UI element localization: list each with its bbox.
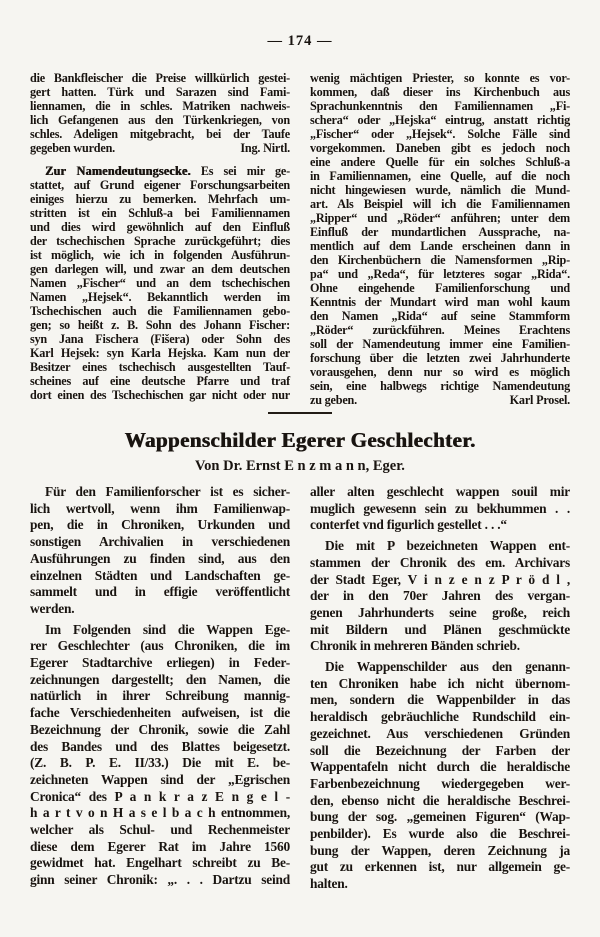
text-line: Tschechischen auch die Familiennamen gebo-	[30, 304, 290, 318]
text-line: den Kirchenbüchern die Namensformen „Rip-	[310, 253, 570, 267]
text-line: stritten ist ein Schluß-a bei Familiennamen	[30, 206, 290, 220]
text-line: conterfet vnd figurlich gestellet . . .“	[310, 517, 507, 533]
text-line: men, sondern die Wappenbilder in das	[310, 692, 570, 708]
text-line: pen, die in Chroniken, Urkunden und	[30, 517, 290, 533]
text-line: Cronica“ des P a n k r a z E n g e l -	[30, 788, 290, 804]
text-line: welcher als Schul- und Rechenmeister	[30, 822, 290, 838]
text-line: „Fischer“ oder „Hejsek“. Solche Fälle sind	[310, 127, 570, 141]
text-line: sammelt und in effigie veröffentlicht	[30, 584, 290, 600]
article-section	[0, 484, 600, 893]
text-line: dort einen des Tschechischen gar nicht oder nur	[30, 388, 290, 402]
text-line: art. Als Beispiel will ich die Familiennamen	[310, 197, 570, 211]
article-title: Wappenschilder Egerer Geschlechter.	[124, 428, 476, 452]
text-line: einzelnen Städten und Landschaften ge-	[30, 567, 290, 583]
text-line: zeichneten Wappen sind der „Egrischen	[30, 771, 290, 787]
text-line: der Stadt Eger, V i n z e n z P r ö d l ,	[310, 571, 570, 587]
text-line: bung der Wappen, deren Zeichnung ja	[310, 842, 570, 858]
text-line: pa“ und „Reda“, für letzteres sogar „Rida“.	[310, 267, 570, 281]
text-line: der tschechischen Sprache zurückgeführt; dies	[30, 234, 290, 248]
text-line: Karl Hejsek: syn Karla Hejska. Kam nun der	[30, 346, 290, 360]
text-line: Sprachunkenntnis den Familiennamen „Fi-	[310, 99, 570, 113]
section-divider	[268, 412, 332, 414]
text-line: h a r t v o n H a s e l b a c h entnommen,	[30, 805, 290, 821]
text-line: genen Jahrhunderts seine große, reich	[310, 604, 570, 620]
author-signature: Karl Prosel.	[509, 393, 570, 407]
text-line: gert hatten. Türk und Sarazen sind Fami-	[30, 85, 290, 99]
text-line: mit Bildern und Plänen geschmückte	[310, 621, 570, 637]
text-line: ten Chroniken habe ich nicht übernom-	[310, 675, 570, 691]
text-line: kommen, daß dieser ins Kirchenbuch aus	[310, 85, 570, 99]
text-line: gen; so heißt z. B. Sohn des Johann Fischer:	[30, 318, 290, 332]
top-section	[0, 71, 600, 407]
article-byline: Von Dr. Ernst E n z m a n n, Eger.	[195, 458, 405, 474]
text-line: Ohne eingehende Familienforschung und	[310, 281, 570, 295]
text-line: stammen der Chronik des em. Archivars	[310, 554, 570, 570]
text-line: gezeichnet. Aus verschiedenen Gründen	[310, 725, 570, 741]
text-line	[310, 393, 570, 407]
text-line: Einfluß der mundartlichen Aussprache, na-	[310, 225, 570, 239]
text-line: Für den Familienforscher ist es sicher-	[45, 484, 290, 499]
text-line: diese dem Egerer Rat im Jahre 1560	[30, 838, 290, 854]
text-line: Egerer Stadtarchive erliegen) in Feder-	[30, 655, 290, 671]
text-line: stattet, auf Grund eigener Forschungsarbeiten	[30, 178, 290, 192]
text-line: den Namen „Rida“ auf seine Stammform	[310, 309, 570, 323]
text-line: wenig mächtigen Priester, so konnte es vor-	[310, 71, 570, 85]
text-line: der in den 70er Jahren des vergan-	[310, 588, 570, 604]
text-line: „Ripper“ und „Röder“ anführen; unter dem	[310, 211, 570, 225]
text-line: eine andere Quelle für ein solches Schluß-a	[310, 155, 570, 169]
text-line: lich wertvoll, wenn ihm Familienwap-	[30, 500, 290, 516]
text-line: Die Wappenschilder aus den genann-	[325, 659, 570, 675]
text-line: soll der Namendeutung immer eine Familien-	[310, 337, 570, 351]
article-right-column	[310, 484, 570, 893]
text-line: aller alten geschlecht wappen souil mir	[310, 484, 570, 499]
text-line: Ausführungen zu finden sind, aus den	[30, 550, 290, 566]
text-line: Wappentafeln nicht durch die heraldische	[310, 759, 570, 775]
text-line: rer Geschlechter (aus Chroniken, die im	[30, 638, 290, 654]
top-right-column	[310, 71, 570, 407]
top-left-column	[30, 71, 290, 407]
text-line: lich Gefangenen aus den Türkenkriegen, von	[30, 113, 290, 127]
text-line: Namen „Hejsek“. Bekanntlich werden im	[30, 290, 290, 304]
text-line: gen darlegen will, und zwar an dem deutschen	[30, 262, 290, 276]
text-line: einiges hierzu zu bemerken. Mehrfach um-	[30, 192, 290, 206]
text-line: Zur Namendeutungsecke. Es sei mir ge-	[45, 164, 290, 178]
article-left-column	[30, 484, 290, 893]
text-line	[30, 141, 290, 155]
text-line: scheines auf eine deutsche Pfarre und traf	[30, 374, 290, 388]
text-line: Bezeichnung der Chronik, sowie die Zahl	[30, 721, 290, 737]
text-line: Chronik in mehreren Bänden schrieb.	[310, 638, 520, 654]
paragraph-lead: Zur Namendeutungsecke.	[45, 164, 191, 178]
text-line: mentlich auf dem Lande erscheinen dann in	[310, 239, 570, 253]
text-line: vorausgehen, denn nur so wird es möglich	[310, 365, 570, 379]
text-line: natürlich in ihrer Schreibung mannig-	[30, 688, 290, 704]
text-line: liennamen, die in schles. Matriken nachweis-	[30, 99, 290, 113]
text-fragment: zu geben.	[310, 393, 357, 407]
author-signature: Ing. Nirtl.	[240, 141, 290, 155]
text-line: syn Jana Fischera (Fišera) oder Sohn des	[30, 332, 290, 346]
text-line: in Familiennamen, eine Quelle, auf die noch	[310, 169, 570, 183]
text-line: ist möglich, wie ich in folgenden Ausführun-	[30, 248, 290, 262]
text-line: vorgekommen. Daneben gibt es jedoch noch	[310, 141, 570, 155]
text-line: soll die Bezeichnung der Farben der	[310, 742, 570, 758]
text-line: zeichnungen dargestellt; den Namen, die	[30, 671, 290, 687]
text-line: nicht hingewiesen wurde, nämlich die Mund-	[310, 183, 570, 197]
text-line: werden.	[30, 600, 75, 616]
text-line: sonstigen Archivalien in verschiedenen	[30, 534, 290, 550]
text-line: Farbenbezeichnung wiedergegeben wer-	[310, 775, 570, 791]
text-line: forschung über die letzten zwei Jahrhunderte	[310, 351, 570, 365]
text-line: gewidmet hat. Engelhart schreibt zu Be-	[30, 855, 290, 871]
text-line: die Bankfleischer die Preise willkürlich gestei-	[30, 71, 290, 85]
text-line: des Bandes und des Blattes beigesetzt.	[30, 738, 290, 754]
text-line: Im Folgenden sind die Wappen Ege-	[45, 621, 290, 637]
text-line: muglich gewesenn sein zu bekhummen . .	[310, 500, 570, 516]
text-line: Besitzer eines tschechisch ausgestellten Tauf-	[30, 360, 290, 374]
page-number: — 174 —	[267, 33, 333, 49]
text-line: bung der sog. „gemeinen Figuren“ (Wap-	[310, 809, 570, 825]
text-line: Die mit P bezeichneten Wappen ent-	[325, 538, 570, 554]
text-line: schles. Adeligen mitgebracht, bei der Taufe	[30, 127, 290, 141]
text-line: den, ebenso nicht die heraldische Beschrei-	[310, 792, 570, 808]
document-page	[0, 33, 600, 937]
text-line: „Röder“ zurückführen. Meines Erachtens	[310, 323, 570, 337]
text-line: penbilder). Es wurde also die Beschrei-	[310, 826, 570, 842]
text-line: heraldisch gebräuchliche Rundschild ein-	[310, 709, 570, 725]
text-line: schera“ oder „Hejska“ eintrug, anstatt richtig	[310, 113, 570, 127]
text-line: gut zu erkennen ist, nur allgemein ge-	[310, 859, 570, 875]
text-line: halten.	[310, 876, 348, 892]
text-line: und dies wird gewöhnlich auf den Einfluß	[30, 220, 290, 234]
text-line: sein, eine halbwegs richtige Namendeutung	[310, 379, 570, 393]
text-line: Namen „Fischer“ und an dem tschechischen	[30, 276, 290, 290]
text-fragment: gegeben wurden.	[30, 141, 116, 155]
text-line: ginn seiner Chronik: „. . . Dartzu seind	[30, 872, 290, 888]
text-line: (Z. B. P. E. II/33.) Die mit E. be-	[30, 755, 290, 771]
text-line: fache Verschiedenheiten aufweisen, ist die	[30, 705, 290, 721]
text-line: Kenntnis der Mundart wird man wohl kaum	[310, 295, 570, 309]
